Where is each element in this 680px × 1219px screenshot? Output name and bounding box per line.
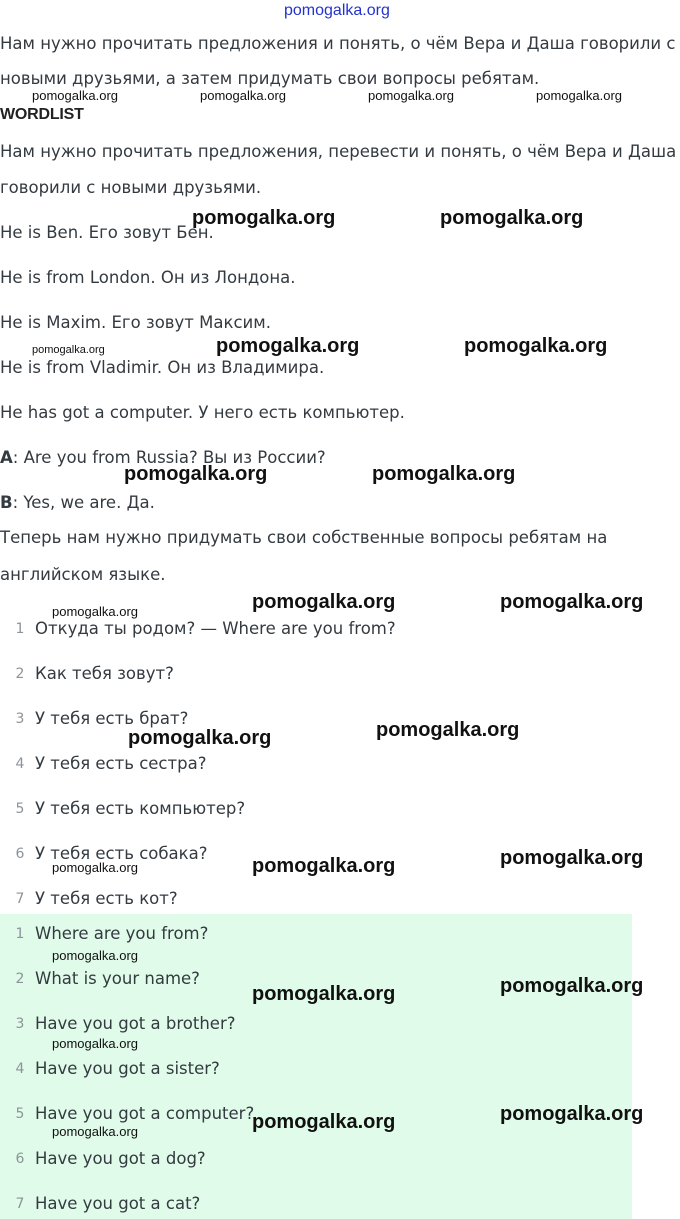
speaker-a: A — [0, 448, 13, 467]
intro-line-2: новыми друзьями, а затем придумать свои вопросы ребятам. — [0, 69, 540, 88]
watermark: pomogalka.org — [372, 463, 516, 485]
answer-num: 6 — [15, 1151, 25, 1167]
question-ru-num: 6 — [15, 846, 25, 862]
watermark: pomogalka.org — [128, 727, 272, 749]
watermark: pomogalka.org — [440, 207, 584, 229]
answer-item: Where are you from? — [35, 924, 209, 943]
watermark: pomogalka.org — [192, 207, 336, 229]
watermark: pomogalka.org — [32, 88, 118, 103]
watermark: pomogalka.org — [500, 1103, 644, 1125]
question-ru-item: У тебя есть компьютер? — [35, 799, 246, 818]
question-ru-num: 7 — [15, 891, 25, 907]
dialog-text-a: : Are you from Russia? Вы из России? — [12, 448, 326, 467]
sentence-1: He is Ben. Его зовут Бен. — [0, 223, 214, 242]
answer-num: 5 — [15, 1106, 25, 1122]
question-ru-item: Как тебя зовут? — [35, 664, 174, 683]
wordlist-heading: WORDLIST — [0, 106, 84, 123]
watermark: pomogalka.org — [124, 463, 268, 485]
question-ru-item: У тебя есть собака? — [35, 844, 208, 863]
answer-item: Have you got a dog? — [35, 1149, 206, 1168]
sentence-4: He is from Vladimir. Он из Владимира. — [0, 358, 325, 377]
answer-item: What is your name? — [35, 969, 200, 988]
answer-item: Have you got a brother? — [35, 1014, 236, 1033]
watermark: pomogalka.org — [252, 591, 396, 613]
intro-line-1: Нам нужно прочитать предложения и понять, о чём Вера и Даша говорили с — [0, 34, 676, 53]
answer-item: Have you got a cat? — [35, 1194, 201, 1213]
answer-item: Have you got a computer? — [35, 1104, 255, 1123]
watermark: pomogalka.org — [200, 88, 286, 103]
watermark: pomogalka.org — [252, 855, 396, 877]
answer-num: 7 — [15, 1196, 25, 1212]
watermark: pomogalka.org — [464, 335, 608, 357]
wordlist-intro-line-1: Нам нужно прочитать предложения, перевести и понять, о чём Вера и Даша — [0, 142, 677, 161]
watermark: pomogalka.org — [376, 719, 520, 741]
watermark: pomogalka.org — [52, 860, 138, 875]
watermark: pomogalka.org — [32, 344, 105, 356]
question-ru-item: У тебя есть сестра? — [35, 754, 207, 773]
watermark: pomogalka.org — [252, 983, 396, 1005]
question-ru-item: У тебя есть брат? — [35, 709, 189, 728]
task-line-2: английском языке. — [0, 565, 166, 584]
sentence-2: He is from London. Он из Лондона. — [0, 268, 296, 287]
watermark: pomogalka.org — [500, 591, 644, 613]
answer-num: 3 — [15, 1016, 25, 1032]
answer-num: 1 — [15, 926, 25, 942]
watermark: pomogalka.org — [368, 88, 454, 103]
wordlist-intro-line-2: говорили с новыми друзьями. — [0, 178, 262, 197]
watermark: pomogalka.org — [52, 1036, 138, 1051]
watermark: pomogalka.org — [52, 1124, 138, 1139]
task-line-1: Теперь нам нужно придумать свои собственные вопросы ребятам на — [0, 528, 608, 547]
question-ru-num: 4 — [15, 756, 25, 772]
watermark: pomogalka.org — [500, 847, 644, 869]
dialog-text-b: : Yes, we are. Да. — [12, 493, 155, 512]
watermark: pomogalka.org — [216, 335, 360, 357]
question-ru-item: У тебя есть кот? — [35, 889, 178, 908]
watermark: pomogalka.org — [52, 604, 138, 619]
speaker-b: B — [0, 493, 13, 512]
watermark: pomogalka.org — [500, 975, 644, 997]
question-ru-num: 1 — [15, 621, 25, 637]
sentence-5: He has got a computer. У него есть компьютер. — [0, 403, 405, 422]
dialog-line-b — [0, 493, 155, 512]
watermark: pomogalka.org — [52, 948, 138, 963]
question-ru-num: 2 — [15, 666, 25, 682]
answer-item: Have you got a sister? — [35, 1059, 220, 1078]
answer-num: 2 — [15, 971, 25, 987]
sentence-3: He is Maxim. Его зовут Максим. — [0, 313, 271, 332]
question-ru-num: 5 — [15, 801, 25, 817]
answer-num: 4 — [15, 1061, 25, 1077]
watermark: pomogalka.org — [536, 88, 622, 103]
watermark: pomogalka.org — [252, 1111, 396, 1133]
question-ru-item: Откуда ты родом? — Where are you from? — [35, 619, 396, 638]
question-ru-num: 3 — [15, 711, 25, 727]
top-watermark: pomogalka.org — [284, 2, 390, 19]
